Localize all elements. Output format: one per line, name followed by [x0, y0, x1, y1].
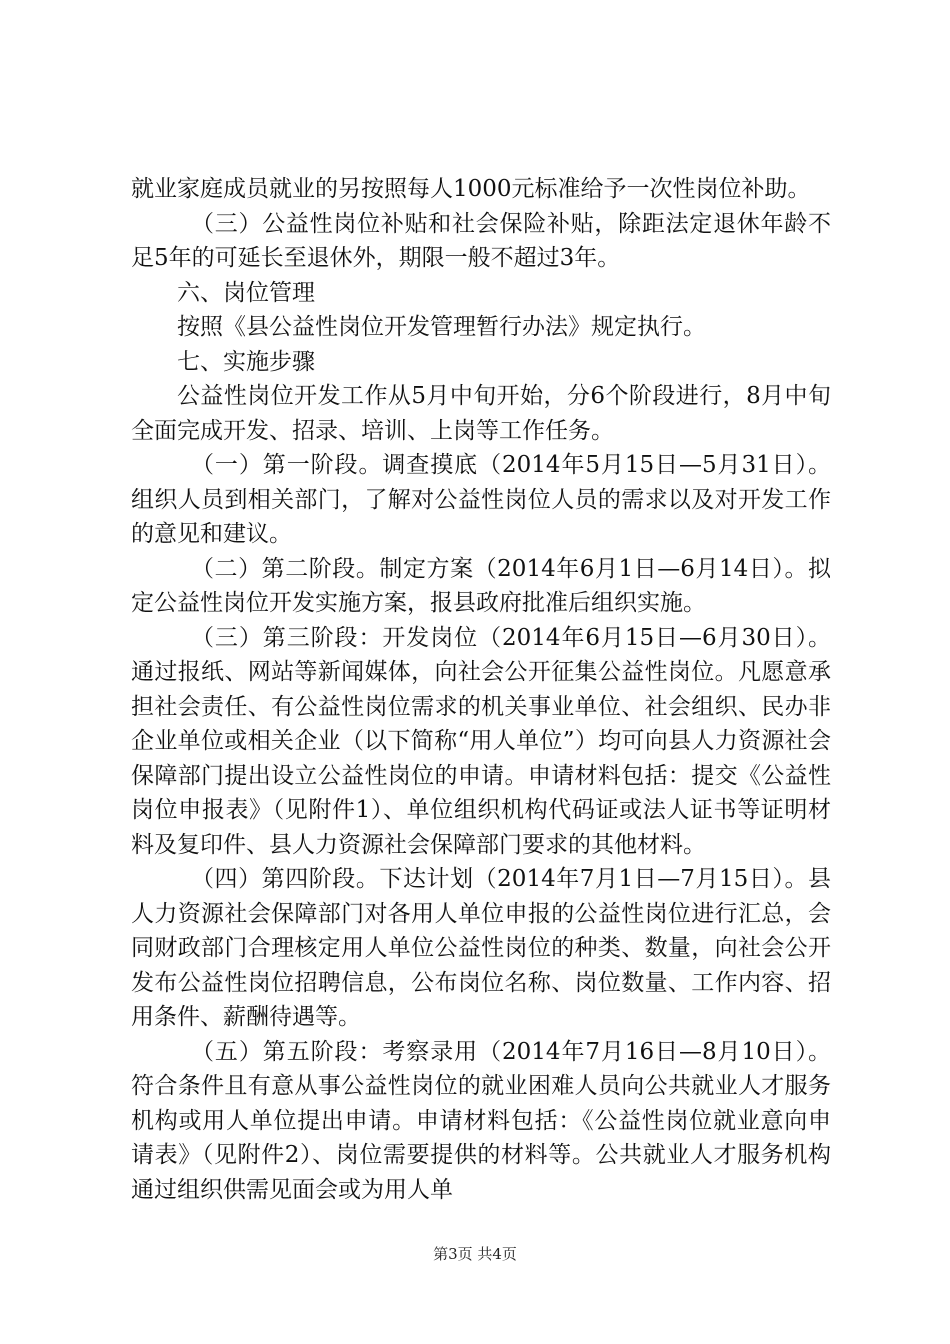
paragraph-2: （三）公益性岗位补贴和社会保险补贴，除距法定退休年龄不足5年的可延长至退休外，期限一般不超过3年。	[131, 210, 831, 271]
paragraph-6: 公益性岗位开发工作从5月中旬开始，分6个阶段进行，8月中旬全面完成开发、招录、培训、上岗等工作任务。	[131, 383, 831, 444]
document-body	[131, 172, 831, 1207]
page-number-footer: 第3页 共4页	[433, 1245, 517, 1263]
paragraph-4: 按照《县公益性岗位开发管理暂行办法》规定执行。	[177, 314, 706, 340]
paragraph-stage-2: （二）第二阶段。制定方案（2014年6月1日—6月14日）。拟定公益性岗位开发实施方案，报县政府批准后组织实施。	[131, 555, 831, 616]
paragraph-stage-5: （五）第五阶段：考察录用（2014年7月16日—8月10日）。符合条件且有意从事公益性岗位的就业困难人员向公共就业人才服务机构或用人单位提出申请。申请材料包括：《公益性岗位就业意向申请表》（见附件2）、岗位需要提供的材料等。公共就业人才服务机构通过组织供需见面会或为用人单	[131, 1038, 831, 1203]
section-heading-job-management: 六、岗位管理	[177, 279, 315, 306]
paragraph-1: 就业家庭成员就业的另按照每人1000元标准给予一次性岗位补助。	[131, 176, 811, 202]
section-heading-implementation-steps: 七、实施步骤	[177, 348, 315, 375]
paragraph-stage-3: （三）第三阶段：开发岗位（2014年6月15日—6月30日）。通过报纸、网站等新闻媒体，向社会公开征集公益性岗位。凡愿意承担社会责任、有公益性岗位需求的机关事业单位、社会组织、民办非企业单位或相关企业（以下简称“用人单位”）均可向县人力资源社会保障部门提出设立公益性岗位的申请。申请材料包括：提交《公益性岗位申报表》（见附件1）、单位组织机构代码证或法人证书等证明材料及复印件、县人力资源社会保障部门要求的其他材料。	[131, 624, 831, 858]
paragraph-stage-4: （四）第四阶段。下达计划（2014年7月1日—7月15日）。县人力资源社会保障部门对各用人单位申报的公益性岗位进行汇总，会同财政部门合理核定用人单位公益性岗位的种类、数量，向社会公开发布公益性岗位招聘信息，公布岗位名称、岗位数量、工作内容、招用条件、薪酬待遇等。	[131, 866, 831, 1030]
paragraph-stage-1: （一）第一阶段。调查摸底（2014年5月15日—5月31日）。组织人员到相关部门，了解对公益性岗位人员的需求以及对开发工作的意见和建议。	[131, 452, 831, 547]
